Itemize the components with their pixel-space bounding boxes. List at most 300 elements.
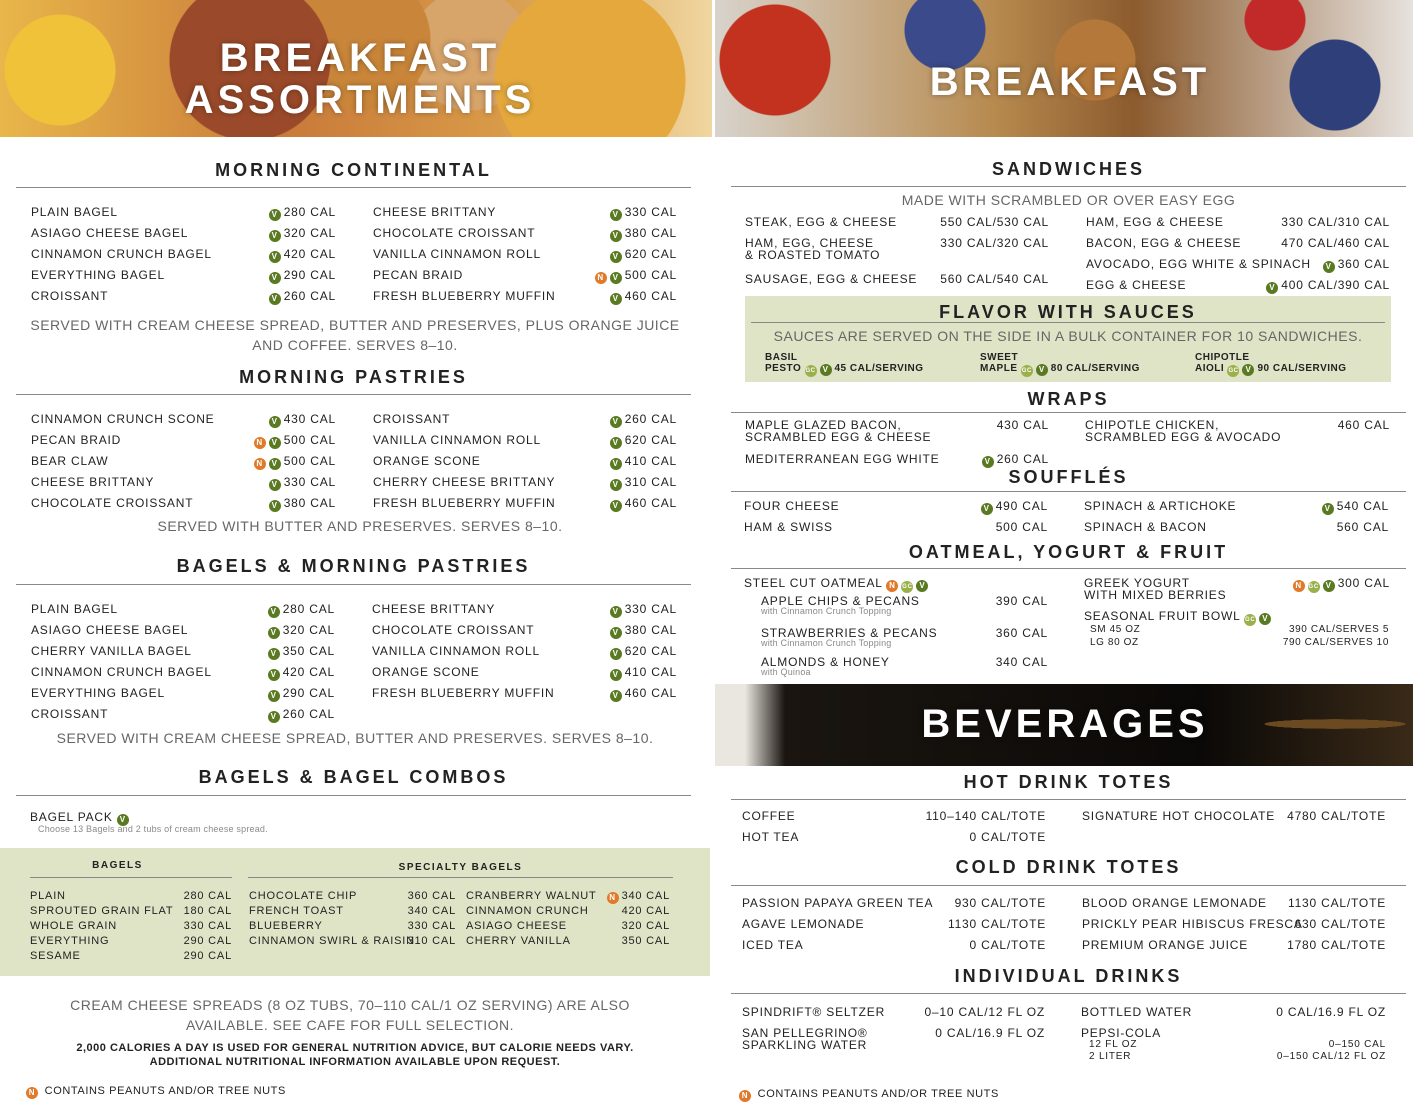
vegetarian-icon: V [268,669,280,681]
menu-item [1082,809,1386,824]
menu-item [742,896,1046,911]
item-calories [1281,236,1390,251]
item-calories-value: 620 CAL [624,247,677,261]
item-calories-value: 560 CAL [1336,520,1389,534]
item-calories-value: 340 CAL [407,905,456,917]
menu-item [372,665,677,680]
item-calories-value: 4780 CAL/TOTE [1287,809,1386,823]
banner-title-line-1: BREAKFAST [219,36,501,80]
vegetarian-icon: V [269,458,281,470]
item-calories-value: 550 CAL/530 CAL [940,215,1049,229]
vegetarian-icon: V [610,251,622,263]
tree-nut-icon: N [886,580,898,592]
item-name: HAM, EGG & CHEESE [1086,215,1224,229]
menu-item [31,289,336,304]
section-title-hot-totes: HOT DRINK TOTES [963,772,1174,792]
item-name: MAPLE GLAZED BACON, [745,418,902,432]
item-name: PLAIN [30,890,66,902]
menu-item [31,205,336,220]
item-calories [948,917,1046,932]
sauces-subtitle: SAUCES ARE SERVED ON THE SIDE IN A BULK CONTAINER FOR 10 SANDWICHES. [773,328,1363,344]
item-calories-value: 470 CAL/460 CAL [1281,236,1390,250]
menu-item [373,454,677,469]
item-calories [610,433,677,449]
divider [30,877,232,878]
right-page [715,0,1413,1112]
sauce-name-line-1: BASIL [765,352,798,363]
vegetarian-icon: V [1242,364,1254,376]
item-description: with Cinnamon Crunch Topping [761,638,892,648]
gluten-conscious-icon: GC [1308,581,1320,593]
item-calories-value: 320 CAL [621,920,670,932]
item-calories [610,496,677,512]
item-calories-value: 630 CAL/TOTE [1294,917,1386,931]
item-calories-value: 420 CAL [283,247,336,261]
item-name: STRAWBERRIES & PECANS [761,626,938,640]
tree-nut-icon: N [254,437,266,449]
item-calories-value: 360 CAL [1337,257,1390,271]
drink-row [1081,1005,1386,1020]
item-name: ALMONDS & HONEY [761,655,890,669]
item-calories [996,520,1048,535]
item-name: CHIPOTLE CHICKEN, [1085,418,1220,432]
drink-cal: 0 CAL/16.9 FL OZ [1276,1005,1386,1019]
item-calories [610,665,677,681]
vegetarian-icon: V [269,416,281,428]
item-calories [269,496,336,512]
menu-item [373,412,677,427]
item-calories [268,665,335,681]
item-calories-value: 290 CAL [183,950,232,962]
drink-row-line-2 [742,1038,1045,1053]
menu-item [1082,917,1386,932]
item-calories-value: 430 CAL [996,418,1049,432]
vegetarian-icon: V [1323,580,1335,592]
bagels-pastries-note: SERVED WITH CREAM CHEESE SPREAD, BUTTER AND PRESERVES. SERVES 8–10. [56,730,654,746]
item-name: FOUR CHEESE [744,499,840,513]
drink-name: BOTTLED WATER [1081,1005,1193,1019]
item-calories-value: 490 CAL [995,499,1048,513]
sauce-calories: 45 CAL/SERVING [834,363,924,374]
menu-item [30,934,232,949]
item-calories-value: 330 CAL [407,920,456,932]
item-calories-value: 310 CAL [407,935,456,947]
menu-item [373,433,677,448]
bagel-pack [30,810,330,825]
vegetarian-icon: V [610,669,622,681]
item-name: PRICKLY PEAR HIBISCUS FRESCA [1082,917,1303,931]
menu-item [1086,278,1390,293]
item-calories [622,904,670,919]
drink-name: PEPSI-COLA [1081,1026,1162,1040]
drink-name: SPARKLING WATER [742,1038,868,1052]
section-title-morning-continental: MORNING CONTINENTAL [215,160,492,180]
item-calories-value: 330 CAL [624,602,677,616]
item-calories-value: 460 CAL [1337,418,1390,432]
item-name: CINNAMON CRUNCH SCONE [31,412,215,426]
vegetarian-icon: V [610,627,622,639]
item-name: EVERYTHING BAGEL [31,268,165,282]
tree-nut-icon: N [595,272,607,284]
vegetarian-icon: V [610,209,622,221]
item-name: FRESH BLUEBERRY MUFFIN [373,496,556,510]
item-name: BLUEBERRY [249,920,323,932]
item-calories [184,889,232,904]
sauce-name: PESTO [765,363,802,374]
item-name: CHERRY VANILLA BAGEL [31,644,192,658]
bagel-combos-box [0,848,710,976]
item-calories [269,247,336,263]
menu-item [742,938,1046,953]
item-calories-value: 290 CAL [282,686,335,700]
vegetarian-icon: V [268,711,280,723]
item-name: VANILLA CINNAMON ROLL [373,433,541,447]
tree-nut-icon: N [1293,580,1305,592]
sauce-name-line-2 [980,363,1180,377]
gluten-conscious-icon: GC [1227,365,1239,377]
item-calories [610,205,677,221]
menu-item [745,236,1049,262]
item-calories-value: 330 CAL [183,920,232,932]
vegetarian-icon: V [916,580,928,592]
menu-item [31,433,336,448]
vegetarian-icon: V [610,606,622,618]
item-calories-value: 320 CAL [283,226,336,240]
item-name: SESAME [30,950,81,962]
item-name: CROISSANT [31,707,109,721]
section-title-individual: INDIVIDUAL DRINKS [954,966,1183,986]
vegetarian-icon: V [1266,282,1278,294]
menu-item [31,644,335,659]
item-name: VANILLA CINNAMON ROLL [373,247,541,261]
item-calories [607,889,670,904]
menu-item [31,454,336,469]
vegetarian-icon: V [820,364,832,376]
sauce-name-line-2 [765,363,965,377]
item-calories [622,919,670,934]
item-calories-value: 260 CAL [283,289,336,303]
vegetarian-icon: V [610,690,622,702]
section-title-wraps: WRAPS [1027,389,1110,409]
divider [16,187,691,188]
item-name: CHOCOLATE CROISSANT [372,623,535,637]
menu-item [31,707,335,722]
sauce-item [980,352,1180,377]
item-name: APPLE CHIPS & PECANS [761,594,920,608]
bagels-header: BAGELS [92,860,143,871]
breakfast-banner [715,0,1413,137]
item-name: BACON, EGG & CHEESE [1086,236,1242,250]
item-calories-value: 290 CAL [183,935,232,947]
section-title-bagel-combos: BAGELS & BAGEL COMBOS [198,767,509,787]
tree-nut-icon: N [254,458,266,470]
menu-item [745,452,1049,467]
item-calories-value: 330 CAL/310 CAL [1281,215,1390,229]
menu-item [373,496,677,511]
vegetarian-icon: V [1322,503,1334,515]
menu-item [744,499,1048,514]
menu-item [1086,257,1390,272]
item-calories-value: 500 CAL [283,433,336,447]
fruit-bowl-large: LG 80 OZ [1090,637,1139,648]
item-calories-value: 180 CAL [183,905,232,917]
item-calories-value: 410 CAL [624,454,677,468]
item-calories [269,412,336,428]
item-name: PLAIN BAGEL [31,602,118,616]
menu-item [249,904,456,919]
item-name: CRANBERRY WALNUT [466,890,597,902]
item-calories [610,644,677,660]
gluten-conscious-icon: GC [1244,614,1256,626]
item-calories [268,602,335,618]
item-name: SPROUTED GRAIN FLAT [30,905,174,917]
item-calories [184,904,232,919]
divider [731,186,1406,187]
nut-footnote-text: CONTAINS PEANUTS AND/OR TREE NUTS [44,1085,286,1097]
menu-item [372,602,677,617]
menu-item [249,934,456,949]
drink-size: 12 FL OZ [1089,1039,1138,1050]
divider [751,322,1385,323]
sauce-name-line-1: CHIPOTLE [1195,352,1250,363]
nut-footnote-text: CONTAINS PEANUTS AND/OR TREE NUTS [757,1088,999,1100]
fruit-bowl-small-cal: 390 CAL/SERVES 5 [1288,624,1389,635]
menu-item [31,226,336,241]
specialty-bagels-header: SPECIALTY BAGELS [398,862,523,873]
menu-item [1086,215,1390,230]
item-calories [926,809,1046,824]
vegetarian-icon: V [269,209,281,221]
menu-item [31,475,336,490]
tree-nut-icon: N [26,1087,38,1099]
nut-footnote [26,1085,286,1099]
morning-pastries-note: SERVED WITH BUTTER AND PRESERVES. SERVES 8–10. [157,518,563,534]
item-calories [981,499,1048,515]
item-calories [269,205,336,221]
menu-item [745,272,1049,287]
item-calories [610,412,677,428]
drink-row [742,1005,1045,1020]
banner-title-line-2: ASSORTMENTS [184,78,536,122]
item-name: AGAVE LEMONADE [742,917,865,931]
item-calories [610,475,677,491]
item-name: CHERRY VANILLA [466,935,571,947]
item-name-line-2: SCRAMBLED EGG & CHEESE [745,430,932,444]
item-name: FRENCH TOAST [249,905,344,917]
item-calories-value: 280 CAL [183,890,232,902]
item-calories [1287,938,1386,953]
item-calories-value: 620 CAL [624,433,677,447]
drink-cal: 0–150 CAL/12 FL OZ [1276,1051,1386,1062]
drink-cal: 0–10 CAL/12 FL OZ [924,1005,1045,1019]
item-calories [1287,809,1386,824]
item-calories [997,418,1049,433]
item-name: CINNAMON CRUNCH BAGEL [31,665,212,679]
greek-yogurt-name-line-2: WITH MIXED BERRIES [1084,588,1227,602]
menu-item [745,418,1049,444]
item-calories-value: 330 CAL [624,205,677,219]
item-name-line-2: SCRAMBLED EGG & AVOCADO [1085,430,1282,444]
menu-item [31,496,336,511]
section-title-cold-totes: COLD DRINK TOTES [955,857,1182,877]
item-calories [982,452,1049,468]
item-name: PLAIN BAGEL [31,205,118,219]
menu-item [30,949,232,964]
item-calories-value: 260 CAL [282,707,335,721]
item-name: STEAK, EGG & CHEESE [745,215,897,229]
item-name: COFFEE [742,809,796,823]
vegetarian-icon: V [117,814,129,826]
item-name: EGG & CHEESE [1086,278,1187,292]
item-calories-value: 1780 CAL/TOTE [1287,938,1386,952]
menu-item [373,268,677,283]
item-name: HOT TEA [742,830,800,844]
sauce-name-line-1: SWEET [980,352,1019,363]
vegetarian-icon: V [982,456,994,468]
menu-item [373,247,677,262]
vegetarian-icon: V [269,479,281,491]
item-calories [269,475,336,491]
item-calories-value: 460 CAL [624,496,677,510]
item-description: with Quinoa [761,667,811,677]
menu-item [466,919,670,934]
morning-continental-note: SERVED WITH CREAM CHEESE SPREAD, BUTTER AND PRESERVES, PLUS ORANGE JUICE AND COFFEE. SERVES 8–10. [30,317,680,353]
menu-item [1086,236,1390,251]
item-calories-value: 560 CAL/540 CAL [940,272,1049,286]
item-calories [1322,499,1389,515]
item-name: PASSION PAPAYA GREEN TEA [742,896,934,910]
menu-item [744,520,1048,535]
menu-item [1084,520,1389,535]
item-name: WHOLE GRAIN [30,920,118,932]
menu-item [373,226,677,241]
item-calories [408,889,456,904]
section-title-sandwiches: SANDWICHES [991,159,1145,179]
item-calories [610,289,677,305]
item-calories-value: 350 CAL [621,935,670,947]
item-description: with Cinnamon Crunch Topping [761,606,892,616]
item-name: CHOCOLATE CROISSANT [31,496,194,510]
vegetarian-icon: V [268,606,280,618]
menu-item [1084,499,1389,514]
item-calories [269,226,336,242]
item-name: HAM & SWISS [744,520,833,534]
divider [731,885,1406,886]
item-calories-value: 1130 CAL/TOTE [948,917,1046,931]
menu-item [466,904,670,919]
item-name: HAM, EGG, CHEESE [745,236,874,250]
item-calories-value: 260 CAL [624,412,677,426]
item-calories-value: 110–140 CAL/TOTE [925,809,1046,823]
sauce-name-line-2 [1195,363,1395,377]
sandwiches-subtitle: MADE WITH SCRAMBLED OR OVER EASY EGG [901,192,1236,208]
bagel-pack-description: Choose 13 Bagels and 2 tubs of cream cheese spread. [38,824,268,834]
banner-title: BREAKFAST [929,60,1211,104]
item-name: BEAR CLAW [31,454,109,468]
item-calories-value: 290 CAL [283,268,336,282]
item-calories [1338,418,1390,433]
sauces-box [745,296,1391,382]
item-calories-value: 380 CAL [283,496,336,510]
sauce-item [765,352,965,377]
sauce-item [1195,352,1395,377]
item-name: AVOCADO, EGG WHITE & SPINACH [1086,257,1311,271]
vegetarian-icon: V [269,500,281,512]
item-name: ORANGE SCONE [372,665,480,679]
drink-cal: 0–150 CAL [1328,1039,1386,1050]
vegetarian-icon: V [269,293,281,305]
nut-footnote [739,1088,999,1102]
menu-item [31,686,335,701]
divider [16,394,691,395]
vegetarian-icon: V [269,251,281,263]
item-name: CHERRY CHEESE BRITTANY [373,475,556,489]
nutrition-disclaimer: 2,000 CALORIES A DAY IS USED FOR GENERAL NUTRITION ADVICE, BUT CALORIE NEEDS VARY. ADDITIONAL NUTRITIONAL INFORMATION AVAILABLE UPON REQUEST. [76,1042,634,1068]
vegetarian-icon: V [610,500,622,512]
item-calories-value: 380 CAL [624,226,677,240]
menu-item [30,889,232,904]
vegetarian-icon: V [269,437,281,449]
menu-item [31,665,335,680]
menu-item [742,830,1046,845]
divider [731,412,1406,413]
item-calories [955,896,1046,911]
menu-item [249,889,456,904]
menu-item [742,809,1046,824]
item-calories-value: 420 CAL [282,665,335,679]
item-name: ASIAGO CHEESE BAGEL [31,623,189,637]
menu-item [466,934,670,949]
item-calories-value: 340 CAL [621,890,670,902]
menu-item [372,686,677,701]
vegetarian-icon: V [610,272,622,284]
item-calories: 390 CAL [995,594,1048,608]
item-calories-value: 310 CAL [624,475,677,489]
section-title-bagels-pastries: BAGELS & MORNING PASTRIES [176,556,531,576]
greek-yogurt-calories [1293,576,1390,593]
section-title-souffles: SOUFFLÉS [1008,467,1129,487]
item-calories [1323,257,1390,273]
menu-item [1082,938,1386,953]
drink-cal: 0 CAL/16.9 FL OZ [935,1026,1045,1040]
item-calories [940,215,1049,230]
drink-size-row [1089,1039,1386,1051]
item-calories [269,268,336,284]
item-calories [940,236,1049,251]
item-name: CROISSANT [373,412,451,426]
item-calories-value: 460 CAL [624,289,677,303]
menu-item [373,205,677,220]
item-name: FRESH BLUEBERRY MUFFIN [372,686,555,700]
drink-size: 2 LITER [1089,1051,1132,1062]
item-calories-value: 330 CAL/320 CAL [940,236,1049,250]
item-calories [622,934,670,949]
item-calories [254,454,336,470]
item-calories-value: 460 CAL [624,686,677,700]
beverages-title: BEVERAGES [921,702,1209,746]
vegetarian-icon: V [610,230,622,242]
divider [16,584,691,585]
item-name: SPINACH & ARTICHOKE [1084,499,1237,513]
item-name: SPINACH & BACON [1084,520,1207,534]
item-name: CINNAMON CRUNCH [466,905,589,917]
item-name: PREMIUM ORANGE JUICE [1082,938,1249,952]
item-calories-value: 410 CAL [624,665,677,679]
item-calories [268,623,335,639]
item-calories [254,433,336,449]
item-name: CINNAMON SWIRL & RAISIN [249,935,415,947]
sauce-calories: 80 CAL/SERVING [1050,363,1140,374]
